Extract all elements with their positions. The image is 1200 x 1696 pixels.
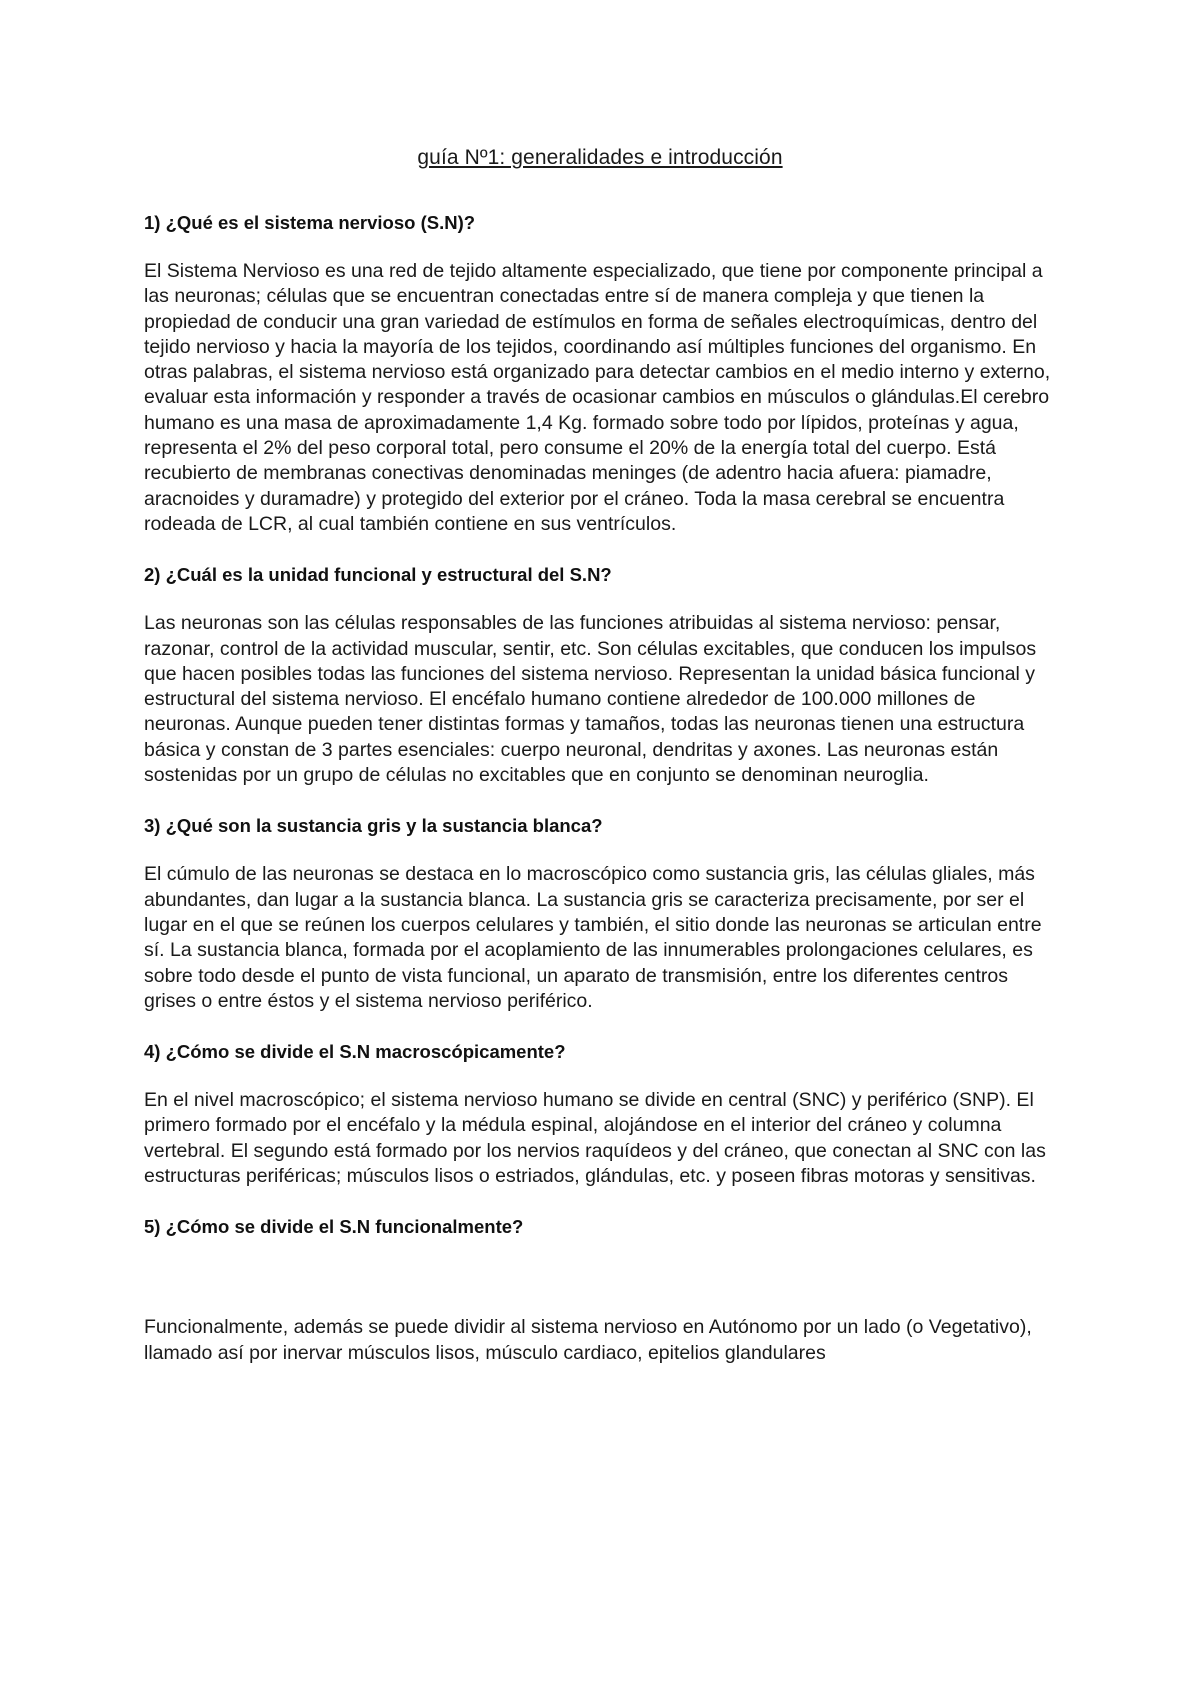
question-heading: 1) ¿Qué es el sistema nervioso (S.N)? (144, 212, 476, 233)
answer-paragraph: Las neuronas son las células responsables de las funciones atribuidas al sistema nervioso: pensar, razonar, control de la actividad muscular, sentir, etc. Son células excitables, que conducen los impulsos que hacen posibles todas las funciones del sistema nervioso. Representan la unidad básica funcional y estructural del sistema nervioso. El encéfalo humano contiene alrededor de 100.000 millones de neuronas. Aunque pueden tener distintas formas y tamaños, todas las neuronas tienen una estructura básica y constan de 3 partes esenciales: cuerpo neuronal, dendritas y axones. Las neuronas están sostenidas por un grupo de células no excitables que en conjunto se denominan neuroglia. (144, 612, 1037, 787)
question-heading: 4) ¿Cómo se divide el S.N macroscópicamente? (144, 1041, 566, 1063)
question-heading: 5) ¿Cómo se divide el S.N funcionalmente? (144, 1216, 524, 1238)
document-body (144, 210, 1064, 1366)
document-title: guía Nº1: generalidades e introducción (417, 146, 783, 169)
answer-paragraph: En el nivel macroscópico; el sistema nervioso humano se divide en central (SNC) y periférico (SNP). El primero formado por el encéfalo y la médula espinal, alojándose en el interior del cráneo y columna vertebral. El segundo está formado por los nervios raquídeos y del cráneo, que conectan al SNC con las estructuras periféricas; músculos lisos o estriados, glándulas, etc. y poseen fibras motoras y sensitivas. (144, 1089, 1046, 1188)
question-heading: 3) ¿Qué son la sustancia gris y la sustancia blanca? (144, 815, 603, 837)
answer-paragraph: El Sistema Nervioso es una red de tejido altamente especializado, que tiene por componente principal a las neuronas; células que se encuentran conectadas entre sí de manera compleja y que tienen la propiedad de conducir una gran variedad de estímulos en forma de señales electroquímicas, dentro del tejido nervioso y hacia la mayoría de los tejidos, coordinando así múltiples funciones del organismo. En otras palabras, el sistema nervioso está organizado para detectar cambios en el medio interno y externo, evaluar esta información y responder a través de ocasionar cambios en músculos o glándulas.El cerebro humano es una masa de aproximadamente 1,4 Kg. formado sobre todo por lípidos, proteínas y agua, representa el 2% del peso corporal total, pero consume el 20% de la energía total del cuerpo. Está recubierto de membranas conectivas denominadas meninges (de adentro hacia afuera: piamadre, aracnoides y duramadre) y protegido del exterior por el cráneo. Toda la masa cerebral se encuentra rodeada de LCR, al cual también contiene en sus ventrículos. (144, 260, 1051, 535)
answer-paragraph: Funcionalmente, además se puede dividir al sistema nervioso en Autónomo por un lado (o Vegetativo), llamado así por inervar músculos lisos, músculo cardiaco, epitelios glandulares (144, 1316, 1032, 1364)
answer-paragraph: El cúmulo de las neuronas se destaca en lo macroscópico como sustancia gris, las células gliales, más abundantes, dan lugar a la sustancia blanca. La sustancia gris se caracteriza precisamente, por ser el lugar en el que se reúnen los cuerpos celulares y también, el sitio donde las neuronas se articulan entre sí. La sustancia blanca, formada por el acoplamiento de las innumerables prolongaciones celulares, es sobre todo desde el punto de vista funcional, un aparato de transmisión, entre los diferentes centros grises o entre éstos y el sistema nervioso periférico. (144, 863, 1042, 1012)
question-heading: 2) ¿Cuál es la unidad funcional y estructural del S.N? (144, 564, 612, 586)
